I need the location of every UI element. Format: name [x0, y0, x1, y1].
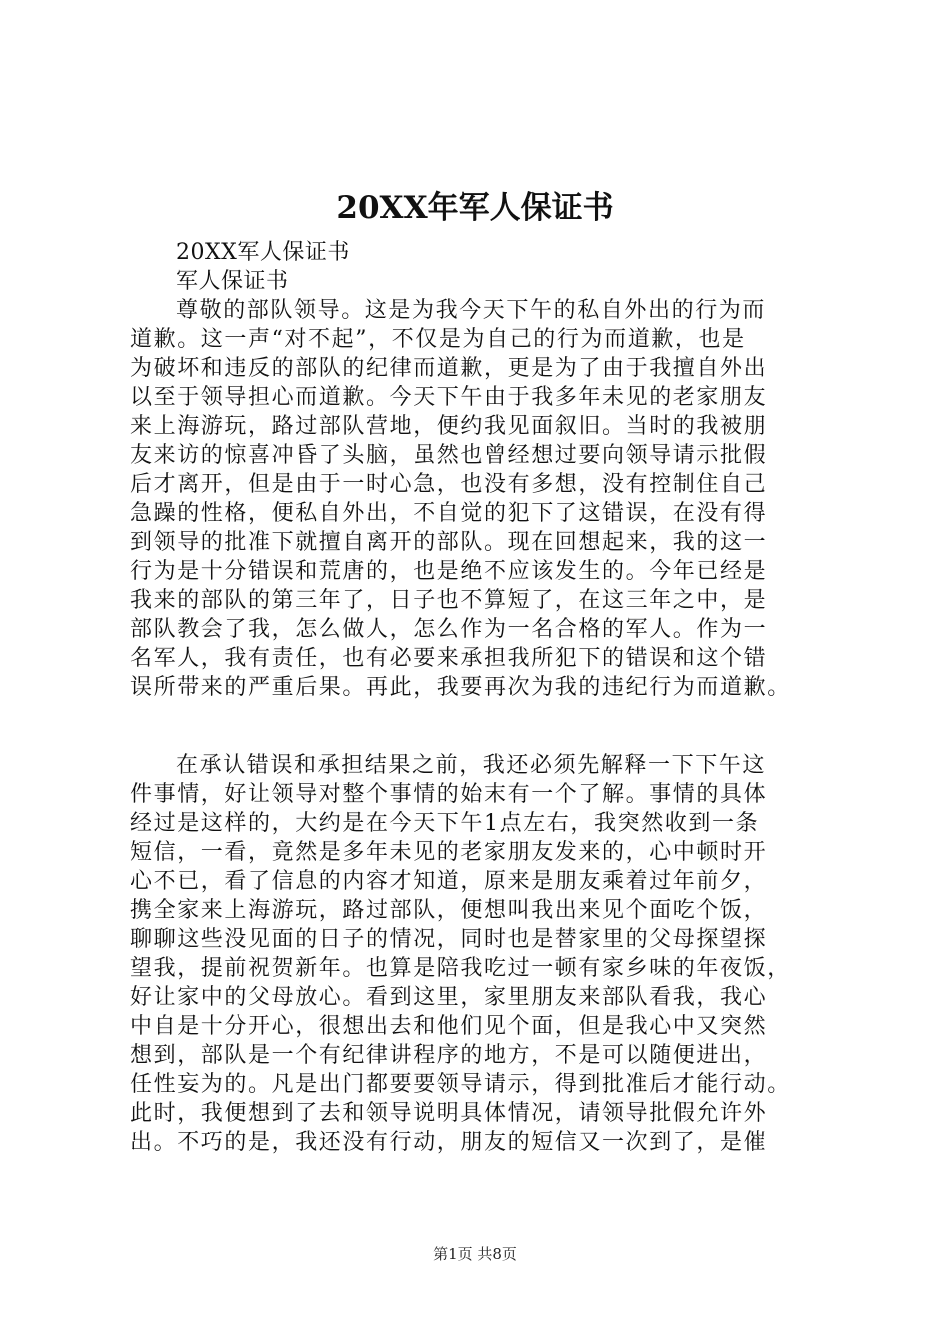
text-line: 短信，一看，竟然是多年未见的老家朋友发来的，心中顿时开 — [130, 840, 768, 865]
text-line: 此时，我便想到了去和领导说明具体情况，请领导批假允许外 — [130, 1101, 768, 1126]
text-line: 名军人，我有责任，也有必要来承担我所犯下的错误和这个错 — [130, 646, 768, 671]
text-line: 望我，提前祝贺新年。也算是陪我吃过一顿有家乡味的年夜饭， — [130, 956, 791, 981]
text-line: 误所带来的严重后果。再此，我要再次为我的违纪行为而道歉。 — [130, 675, 791, 700]
document-body — [130, 238, 830, 1157]
text-line: 携全家来上海游玩，路过部队，便想叫我出来见个面吃个饭， — [130, 898, 768, 923]
subtitle-line: 军人保证书 — [176, 269, 289, 294]
paragraph-spacer — [130, 702, 830, 751]
text-line: 好让家中的父母放心。看到这里，家里朋友来部队看我，我心 — [130, 985, 768, 1010]
text-line: 部队教会了我，怎么做人，怎么作为一名合格的军人。作为一 — [130, 617, 768, 642]
text-line: 在承认错误和承担结果之前，我还必须先解释一下下午这 — [176, 753, 767, 778]
text-line: 友来访的惊喜冲昏了头脑，虽然也曾经想过要向领导请示批假 — [130, 443, 768, 468]
text-line: 急躁的性格，便私自外出，不自觉的犯下了这错误，在没有得 — [130, 501, 768, 526]
text-line: 心不已，看了信息的内容才知道，原来是朋友乘着过年前夕， — [130, 869, 768, 894]
text-line: 出。不巧的是，我还没有行动，朋友的短信又一次到了，是催 — [130, 1130, 768, 1155]
subtitle-line: 20XX军人保证书 — [176, 240, 350, 265]
text-line: 任性妄为的。凡是出门都要要领导请示，得到批准后才能行动。 — [130, 1072, 791, 1097]
document-title: 20XX年军人保证书 — [336, 190, 614, 226]
text-line: 来上海游玩，路过部队营地，便约我见面叙旧。当时的我被朋 — [130, 414, 768, 439]
text-line: 行为是十分错误和荒唐的，也是绝不应该发生的。今年已经是 — [130, 559, 768, 584]
paragraph-2 — [130, 751, 830, 1157]
text-line: 尊敬的部队领导。这是为我今天下午的私自外出的行为而 — [176, 298, 767, 323]
text-line: 到领导的批准下就擅自离开的部队。现在回想起来，我的这一 — [130, 530, 768, 555]
text-line: 聊聊这些没见面的日子的情况，同时也是替家里的父母探望探 — [130, 927, 768, 952]
text-line: 以至于领导担心而道歉。今天下午由于我多年未见的老家朋友 — [130, 385, 768, 410]
text-line: 后才离开，但是由于一时心急，也没有多想，没有控制住自己 — [130, 472, 768, 497]
text-line: 件事情，好让领导对整个事情的始末有一个了解。事情的具体 — [130, 782, 768, 807]
page-number-footer: 第1页 共8页 — [433, 1245, 517, 1263]
text-line: 中自是十分开心，很想出去和他们见个面，但是我心中又突然 — [130, 1014, 768, 1039]
text-line: 道歉。这一声“对不起”，不仅是为自己的行为而道歉，也是 — [130, 327, 746, 352]
text-line: 为破坏和违反的部队的纪律而道歉，更是为了由于我擅自外出 — [130, 356, 768, 381]
text-line: 经过是这样的，大约是在今天下午1点左右，我突然收到一条 — [130, 811, 760, 836]
text-line: 我来的部队的第三年了，日子也不算短了，在这三年之中，是 — [130, 588, 768, 613]
paragraph-1 — [130, 296, 830, 702]
text-line: 想到，部队是一个有纪律讲程序的地方，不是可以随便进出， — [130, 1043, 768, 1068]
